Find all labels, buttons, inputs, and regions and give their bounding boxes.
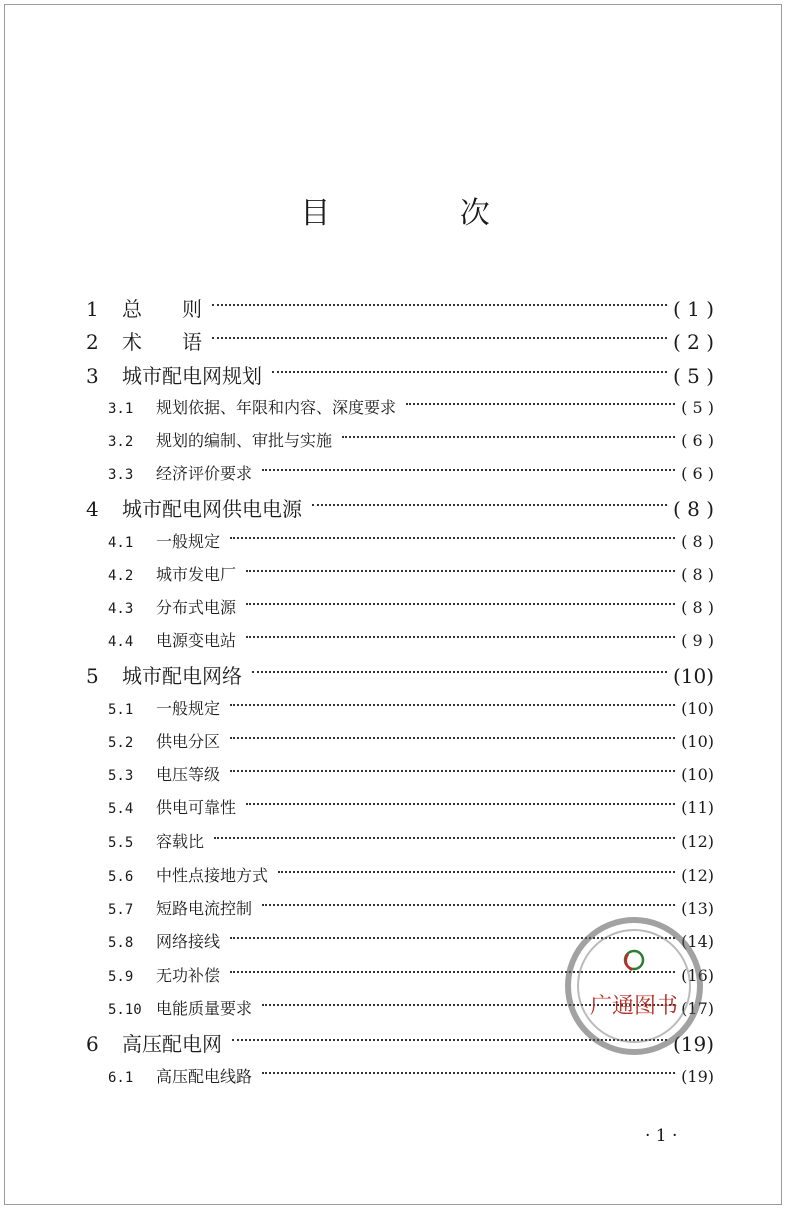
entry-title: 短路电流控制: [156, 899, 253, 918]
leader-dots: [262, 904, 675, 906]
leader-dots: [278, 871, 675, 873]
entry-number: 5.5: [108, 835, 134, 851]
leader-dots: [212, 304, 667, 306]
entry-number: 4: [86, 497, 99, 521]
toc-section-entry: [108, 562, 714, 585]
entry-page: (10): [672, 664, 714, 688]
entry-title: 总 则: [122, 297, 202, 321]
leader-dots: [262, 469, 675, 471]
page-title: 目 次: [300, 196, 550, 231]
entry-title: 规划的编制、审批与实施: [156, 431, 333, 450]
entry-page: (14): [681, 932, 714, 951]
entry-page: ( 1 ): [672, 297, 714, 321]
entry-number: 5.2: [108, 735, 134, 751]
toc-chapter-entry: [86, 660, 714, 689]
leader-dots: [214, 837, 675, 839]
toc-section-entry: [108, 696, 714, 719]
entry-number: 5.7: [108, 902, 134, 918]
toc-section-entry: [108, 1064, 714, 1087]
toc-chapter-entry: [86, 360, 714, 389]
entry-title: 电能质量要求: [156, 999, 253, 1018]
entry-title: 高压配电线路: [156, 1067, 253, 1086]
entry-title: 网络接线: [156, 932, 221, 951]
entry-title: 一般规定: [156, 532, 221, 551]
entry-number: 5.3: [108, 768, 134, 784]
leader-dots: [230, 704, 675, 706]
entry-page: (13): [681, 899, 714, 918]
entry-page: ( 2 ): [672, 330, 714, 354]
toc-chapter-entry: [86, 493, 714, 522]
entry-number: 6.1: [108, 1070, 134, 1086]
entry-title: 术 语: [122, 330, 202, 354]
entry-page: ( 8 ): [681, 598, 714, 617]
entry-number: 5.9: [108, 969, 134, 985]
entry-title: 容载比: [156, 832, 205, 851]
leader-dots: [262, 1072, 675, 1074]
entry-title: 无功补偿: [156, 966, 221, 985]
toc-section-entry: [108, 461, 714, 484]
entry-title: 电压等级: [156, 765, 221, 784]
leader-dots: [342, 436, 675, 438]
entry-number: 3.3: [108, 467, 134, 483]
entry-number: 5.4: [108, 801, 134, 817]
entry-number: 5.8: [108, 935, 134, 951]
entry-page: ( 8 ): [672, 497, 714, 521]
leader-dots: [230, 770, 675, 772]
entry-page: (12): [681, 832, 714, 851]
entry-title: 高压配电网: [122, 1032, 222, 1056]
leader-dots: [230, 737, 675, 739]
leader-dots: [246, 570, 675, 572]
toc-chapter-entry: [86, 293, 714, 322]
leader-dots: [230, 537, 675, 539]
leader-dots: [272, 371, 667, 373]
entry-page: ( 8 ): [681, 532, 714, 551]
toc-chapter-entry: [86, 326, 714, 355]
entry-title: 经济评价要求: [156, 464, 253, 483]
entry-title: 供电分区: [156, 732, 221, 751]
toc-section-entry: [108, 595, 714, 618]
entry-page: ( 9 ): [681, 631, 714, 650]
entry-page: (19): [672, 1032, 714, 1056]
entry-page: (10): [681, 699, 714, 718]
toc-section-entry: [108, 628, 714, 651]
entry-title: 供电可靠性: [156, 798, 237, 817]
leader-dots: [312, 504, 667, 506]
entry-page: ( 8 ): [681, 565, 714, 584]
entry-page: (19): [681, 1067, 714, 1086]
entry-number: 5.6: [108, 869, 134, 885]
entry-page: ( 6 ): [681, 464, 714, 483]
entry-page: (10): [681, 732, 714, 751]
entry-number: 1: [86, 297, 99, 321]
toc-section-entry: [108, 795, 714, 818]
entry-number: 5.10: [108, 1002, 142, 1018]
leader-dots: [246, 803, 675, 805]
entry-title: 城市配电网络: [122, 664, 242, 688]
toc-section-entry: [108, 762, 714, 785]
entry-page: (11): [681, 798, 714, 817]
entry-page: (12): [681, 866, 714, 885]
entry-number: 3.2: [108, 434, 134, 450]
entry-page: (17): [681, 999, 714, 1018]
leader-dots: [246, 603, 675, 605]
entry-title: 中性点接地方式: [156, 866, 269, 885]
leader-dots: [252, 671, 667, 673]
entry-title: 分布式电源: [156, 598, 237, 617]
entry-page: ( 5 ): [681, 398, 714, 417]
toc-section-entry: [108, 829, 714, 852]
publisher-stamp: [548, 910, 716, 1062]
stamp-text: 广通图书: [589, 994, 679, 1019]
entry-number: 2: [86, 330, 99, 354]
entry-page: (16): [681, 966, 714, 985]
entry-number: 4.4: [108, 634, 134, 650]
entry-title: 一般规定: [156, 699, 221, 718]
toc-section-entry: [108, 395, 714, 418]
page-number: · 1 ·: [645, 1126, 678, 1146]
entry-title: 城市配电网规划: [122, 364, 262, 388]
entry-number: 5.1: [108, 702, 134, 718]
leader-dots: [406, 403, 675, 405]
entry-number: 3.1: [108, 401, 134, 417]
entry-number: 4.1: [108, 535, 134, 551]
toc-section-entry: [108, 729, 714, 752]
toc-section-entry: [108, 863, 714, 886]
entry-page: ( 6 ): [681, 431, 714, 450]
entry-page: ( 5 ): [672, 364, 714, 388]
leader-dots: [212, 337, 667, 339]
entry-page: (10): [681, 765, 714, 784]
entry-number: 4.3: [108, 601, 134, 617]
entry-number: 3: [86, 364, 99, 388]
leader-dots: [246, 636, 675, 638]
entry-title: 电源变电站: [156, 631, 237, 650]
entry-number: 5: [86, 664, 99, 688]
entry-number: 6: [86, 1032, 99, 1056]
toc-section-entry: [108, 428, 714, 451]
toc-section-entry: [108, 529, 714, 552]
entry-title: 城市配电网供电电源: [122, 497, 302, 521]
entry-number: 4.2: [108, 568, 134, 584]
entry-title: 规划依据、年限和内容、深度要求: [156, 398, 397, 417]
entry-title: 城市发电厂: [156, 565, 237, 584]
